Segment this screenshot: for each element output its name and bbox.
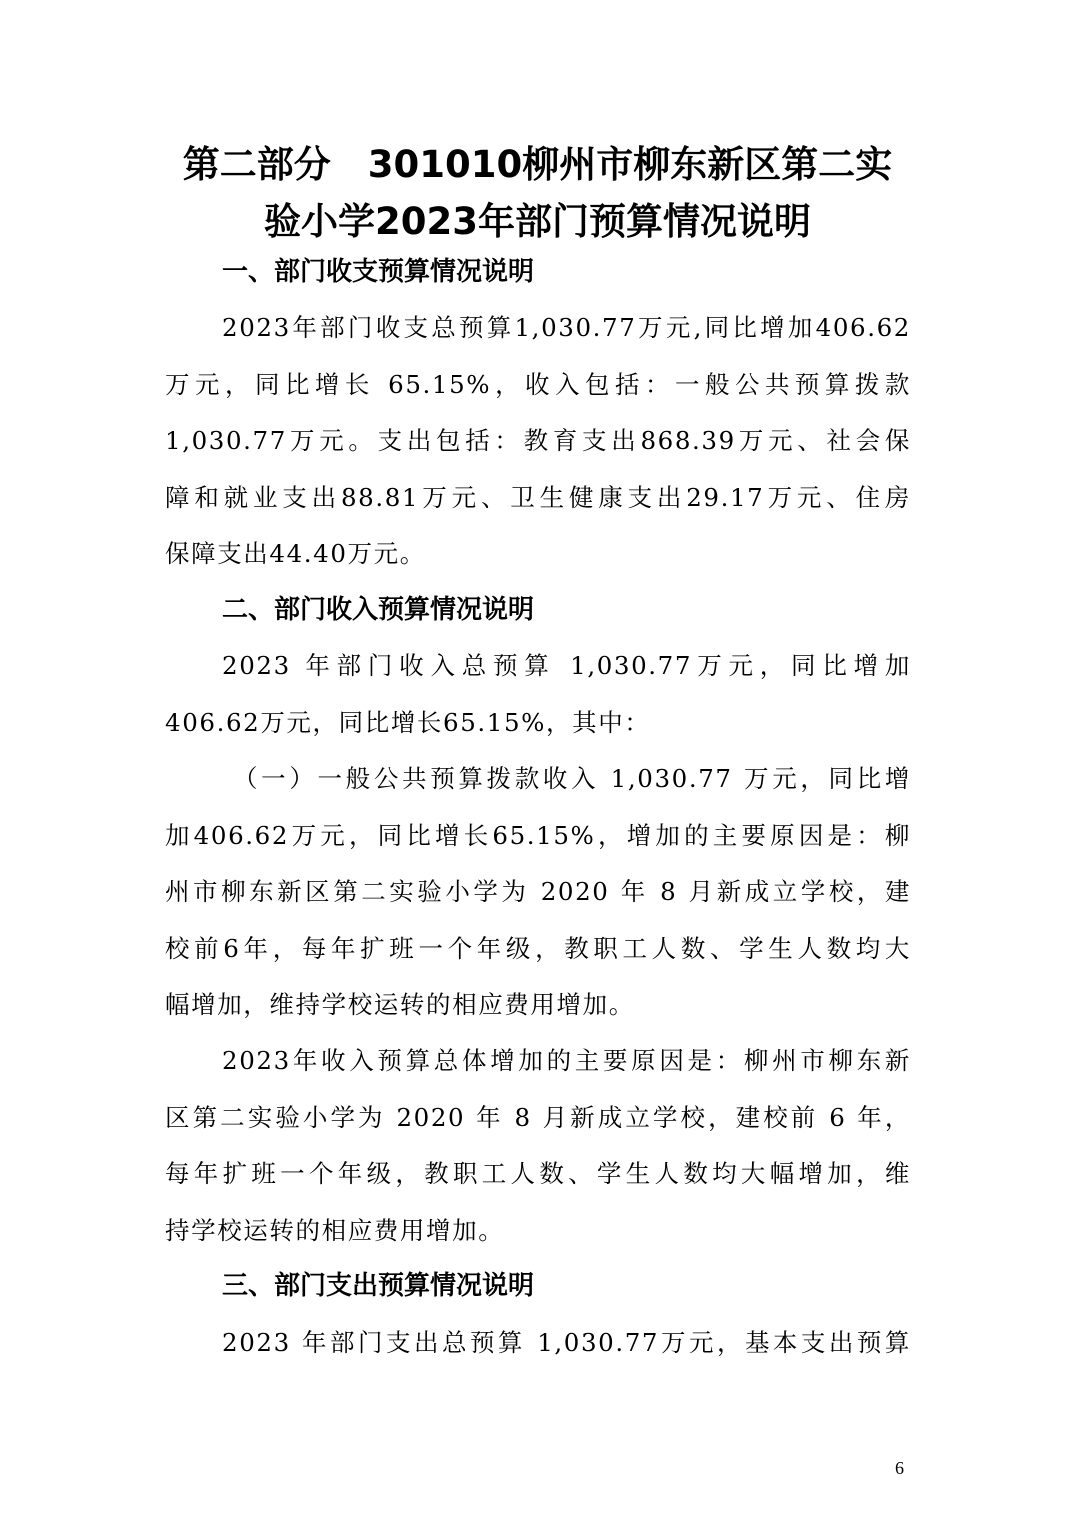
paragraph-line: 2023 年部门收入总预算 1,030.77万元，同比增加: [222, 651, 911, 680]
section-heading-income: 二、部门收入预算情况说明: [222, 595, 535, 625]
paragraph-general-budget-income: [165, 751, 911, 1034]
paragraph-line: 校前6年，每年扩班一个年级，教职工人数、学生人数均大: [165, 933, 911, 963]
section-heading-expense: 三、部门支出预算情况说明: [222, 1271, 535, 1301]
paragraph-line: 2023年收入预算总体增加的主要原因是：柳州市柳东新: [222, 1046, 911, 1075]
paragraph-line: 障和就业支出88.81万元、卫生健康支出29.17万元、住房: [165, 482, 911, 512]
paragraph-line: （一）一般公共预算拨款收入 1,030.77 万元，同比增: [233, 764, 911, 793]
paragraph-line: 持学校运转的相应费用增加。: [165, 1215, 505, 1245]
section-heading-income-expense: 一、部门收支预算情况说明: [222, 257, 535, 287]
paragraph-line: 每年扩班一个年级，教职工人数、学生人数均大幅增加，维: [165, 1159, 911, 1188]
paragraph-line: 406.62万元，同比增长65.15%，其中：: [165, 707, 651, 737]
paragraph-line: 加406.62万元，同比增长65.15%，增加的主要原因是：柳: [165, 820, 911, 850]
paragraph-expense-total: [165, 1315, 911, 1372]
title-line: 验小学2023年部门预算情况说明: [264, 200, 811, 243]
paragraph-income-total: [165, 638, 911, 751]
paragraph-income-increase-reason: [165, 1033, 911, 1259]
paragraph-line: 2023年部门收支总预算1,030.77万元,同比增加406.62: [222, 313, 911, 342]
paragraph-income-expense-summary: [165, 300, 911, 583]
paragraph-line: 保障支出44.40万元。: [165, 539, 426, 568]
paragraph-line: 区第二实验小学为 2020 年 8 月新成立学校，建校前 6 年，: [165, 1102, 911, 1132]
paragraph-line: 州市柳东新区第二实验小学为 2020 年 8 月新成立学校，建: [165, 877, 911, 906]
document-title: [140, 136, 935, 250]
paragraph-line: 1,030.77万元。支出包括：教育支出868.39万元、社会保: [165, 426, 911, 455]
paragraph-line: 2023 年部门支出总预算 1,030.77万元，基本支出预算: [222, 1328, 911, 1357]
paragraph-line: 幅增加，维持学校运转的相应费用增加。: [165, 990, 635, 1019]
page-number: 6: [895, 1458, 904, 1478]
title-line: 第二部分 301010柳州市柳东新区第二实: [182, 143, 893, 186]
paragraph-line: 万元，同比增长 65.15%，收入包括：一般公共预算拨款: [165, 369, 911, 399]
